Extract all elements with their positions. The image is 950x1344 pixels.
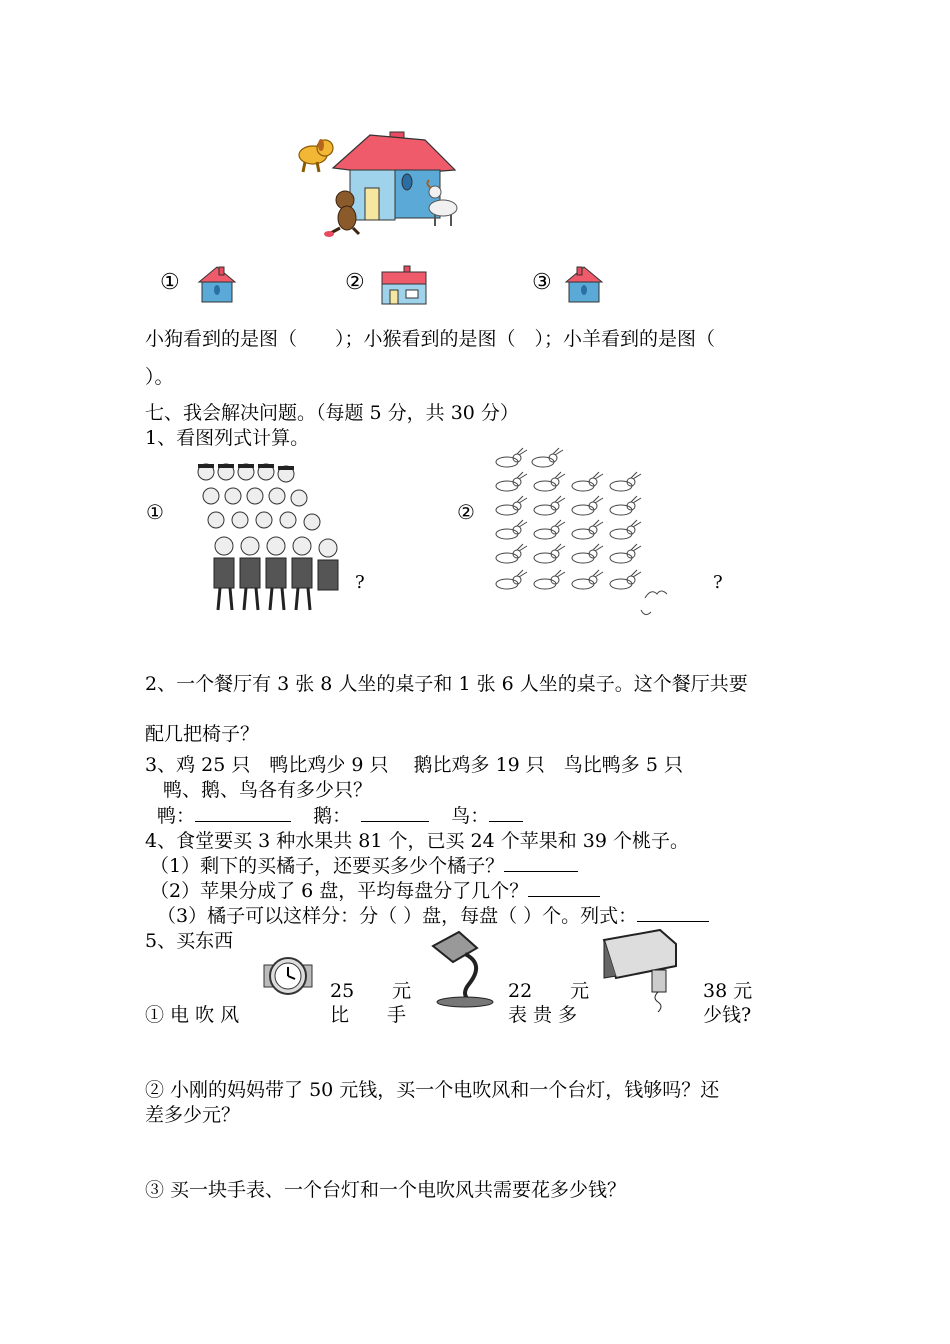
q1-question-mark-1: ? <box>355 572 365 593</box>
option-2-mark: ② <box>345 270 365 295</box>
lamp-price-bottom: 表 贵 多 <box>508 1004 578 1026</box>
q4-sub3-answer-blank[interactable] <box>637 903 709 922</box>
goat-icon <box>427 180 457 226</box>
goose-label: 鹅： <box>313 805 352 827</box>
q3-line2: 鸭、鹅、鸟各有多少只？ <box>163 779 373 801</box>
q5-item3: ③ 买一块手表、一个台灯和一个电吹风共需要花多少钱？ <box>145 1179 627 1201</box>
dog-icon <box>299 139 333 172</box>
views-question-line2: ）。 <box>145 366 174 388</box>
q1-question-mark-2: ? <box>713 572 723 593</box>
q1-mark-2: ② <box>457 500 475 524</box>
q4-sub1-answer-blank[interactable] <box>504 853 578 872</box>
q1-mark-1: ① <box>146 500 164 524</box>
option-3-mark: ③ <box>532 270 552 295</box>
option-1-mark: ① <box>160 270 180 295</box>
house-scene-illustration <box>295 130 475 240</box>
students-group-illustration <box>186 460 351 625</box>
q3-answer-row <box>157 801 523 828</box>
goose-answer-blank[interactable] <box>361 803 429 822</box>
duck-answer-blank[interactable] <box>195 803 291 822</box>
lamp-price-top: 22 元 <box>508 980 590 1002</box>
q4-sub3: （3）橘子可以这样分：分（ ）盘，每盘（ ）个。列式： <box>157 901 709 928</box>
q1-title: 1、看图列式计算。 <box>145 427 310 449</box>
house-view-1-icon <box>197 264 237 304</box>
duck-label: 鸭： <box>157 805 196 827</box>
q2-line2: 配几把椅子？ <box>145 723 260 745</box>
watch-price-top: 25 元 <box>330 980 412 1002</box>
q4-sub1: （1）剩下的买橘子，还要买多少个橘子？ <box>150 851 578 878</box>
q4-sub2: （2）苹果分成了 6 盘，平均每盘分了几个？ <box>150 876 600 903</box>
watch-icon <box>258 945 318 1005</box>
q5-title: 5、买东西 <box>145 930 234 952</box>
q5-item1: ① 电 吹 风 <box>145 1004 240 1026</box>
bird-label: 鸟： <box>451 805 490 827</box>
q5-item2-line2: 差多少元？ <box>145 1104 241 1126</box>
dryer-price-top: 38 元 <box>703 980 753 1002</box>
bird-answer-blank[interactable] <box>489 803 523 822</box>
hair-dryer-icon <box>600 928 680 1018</box>
q4-line1: 4、食堂要买 3 种水果共 81 个，已买 24 个苹果和 39 个桃子。 <box>145 830 690 852</box>
monkey-icon <box>324 191 359 237</box>
q4-sub2-answer-blank[interactable] <box>528 878 600 897</box>
q3-line1: 3、鸡 25 只 鸭比鸡少 9 只 鹅比鸡多 19 只 鸟比鸭多 5 只 <box>145 754 683 776</box>
section-7-title: 七、我会解决问题。（每题 5 分，共 30 分） <box>145 402 519 424</box>
views-question-line1: 小狗看到的是图（ ）；小猴看到的是图（ ）；小羊看到的是图（ <box>145 328 716 350</box>
desk-lamp-icon <box>425 928 495 1008</box>
q2-line1: 2、一个餐厅有 3 张 8 人坐的桌子和 1 张 6 人坐的桌子。这个餐厅共要 <box>145 673 748 695</box>
rabbits-group-illustration <box>495 448 685 623</box>
dryer-price-bottom: 少钱? <box>703 1004 752 1026</box>
q5-item2-line1: ② 小刚的妈妈带了 50 元钱，买一个电吹风和一个台灯，钱够吗？还 <box>145 1079 720 1101</box>
house-view-2-icon <box>380 266 428 306</box>
watch-price-bottom: 比 手 <box>330 1004 407 1026</box>
house-view-3-icon <box>564 264 604 304</box>
